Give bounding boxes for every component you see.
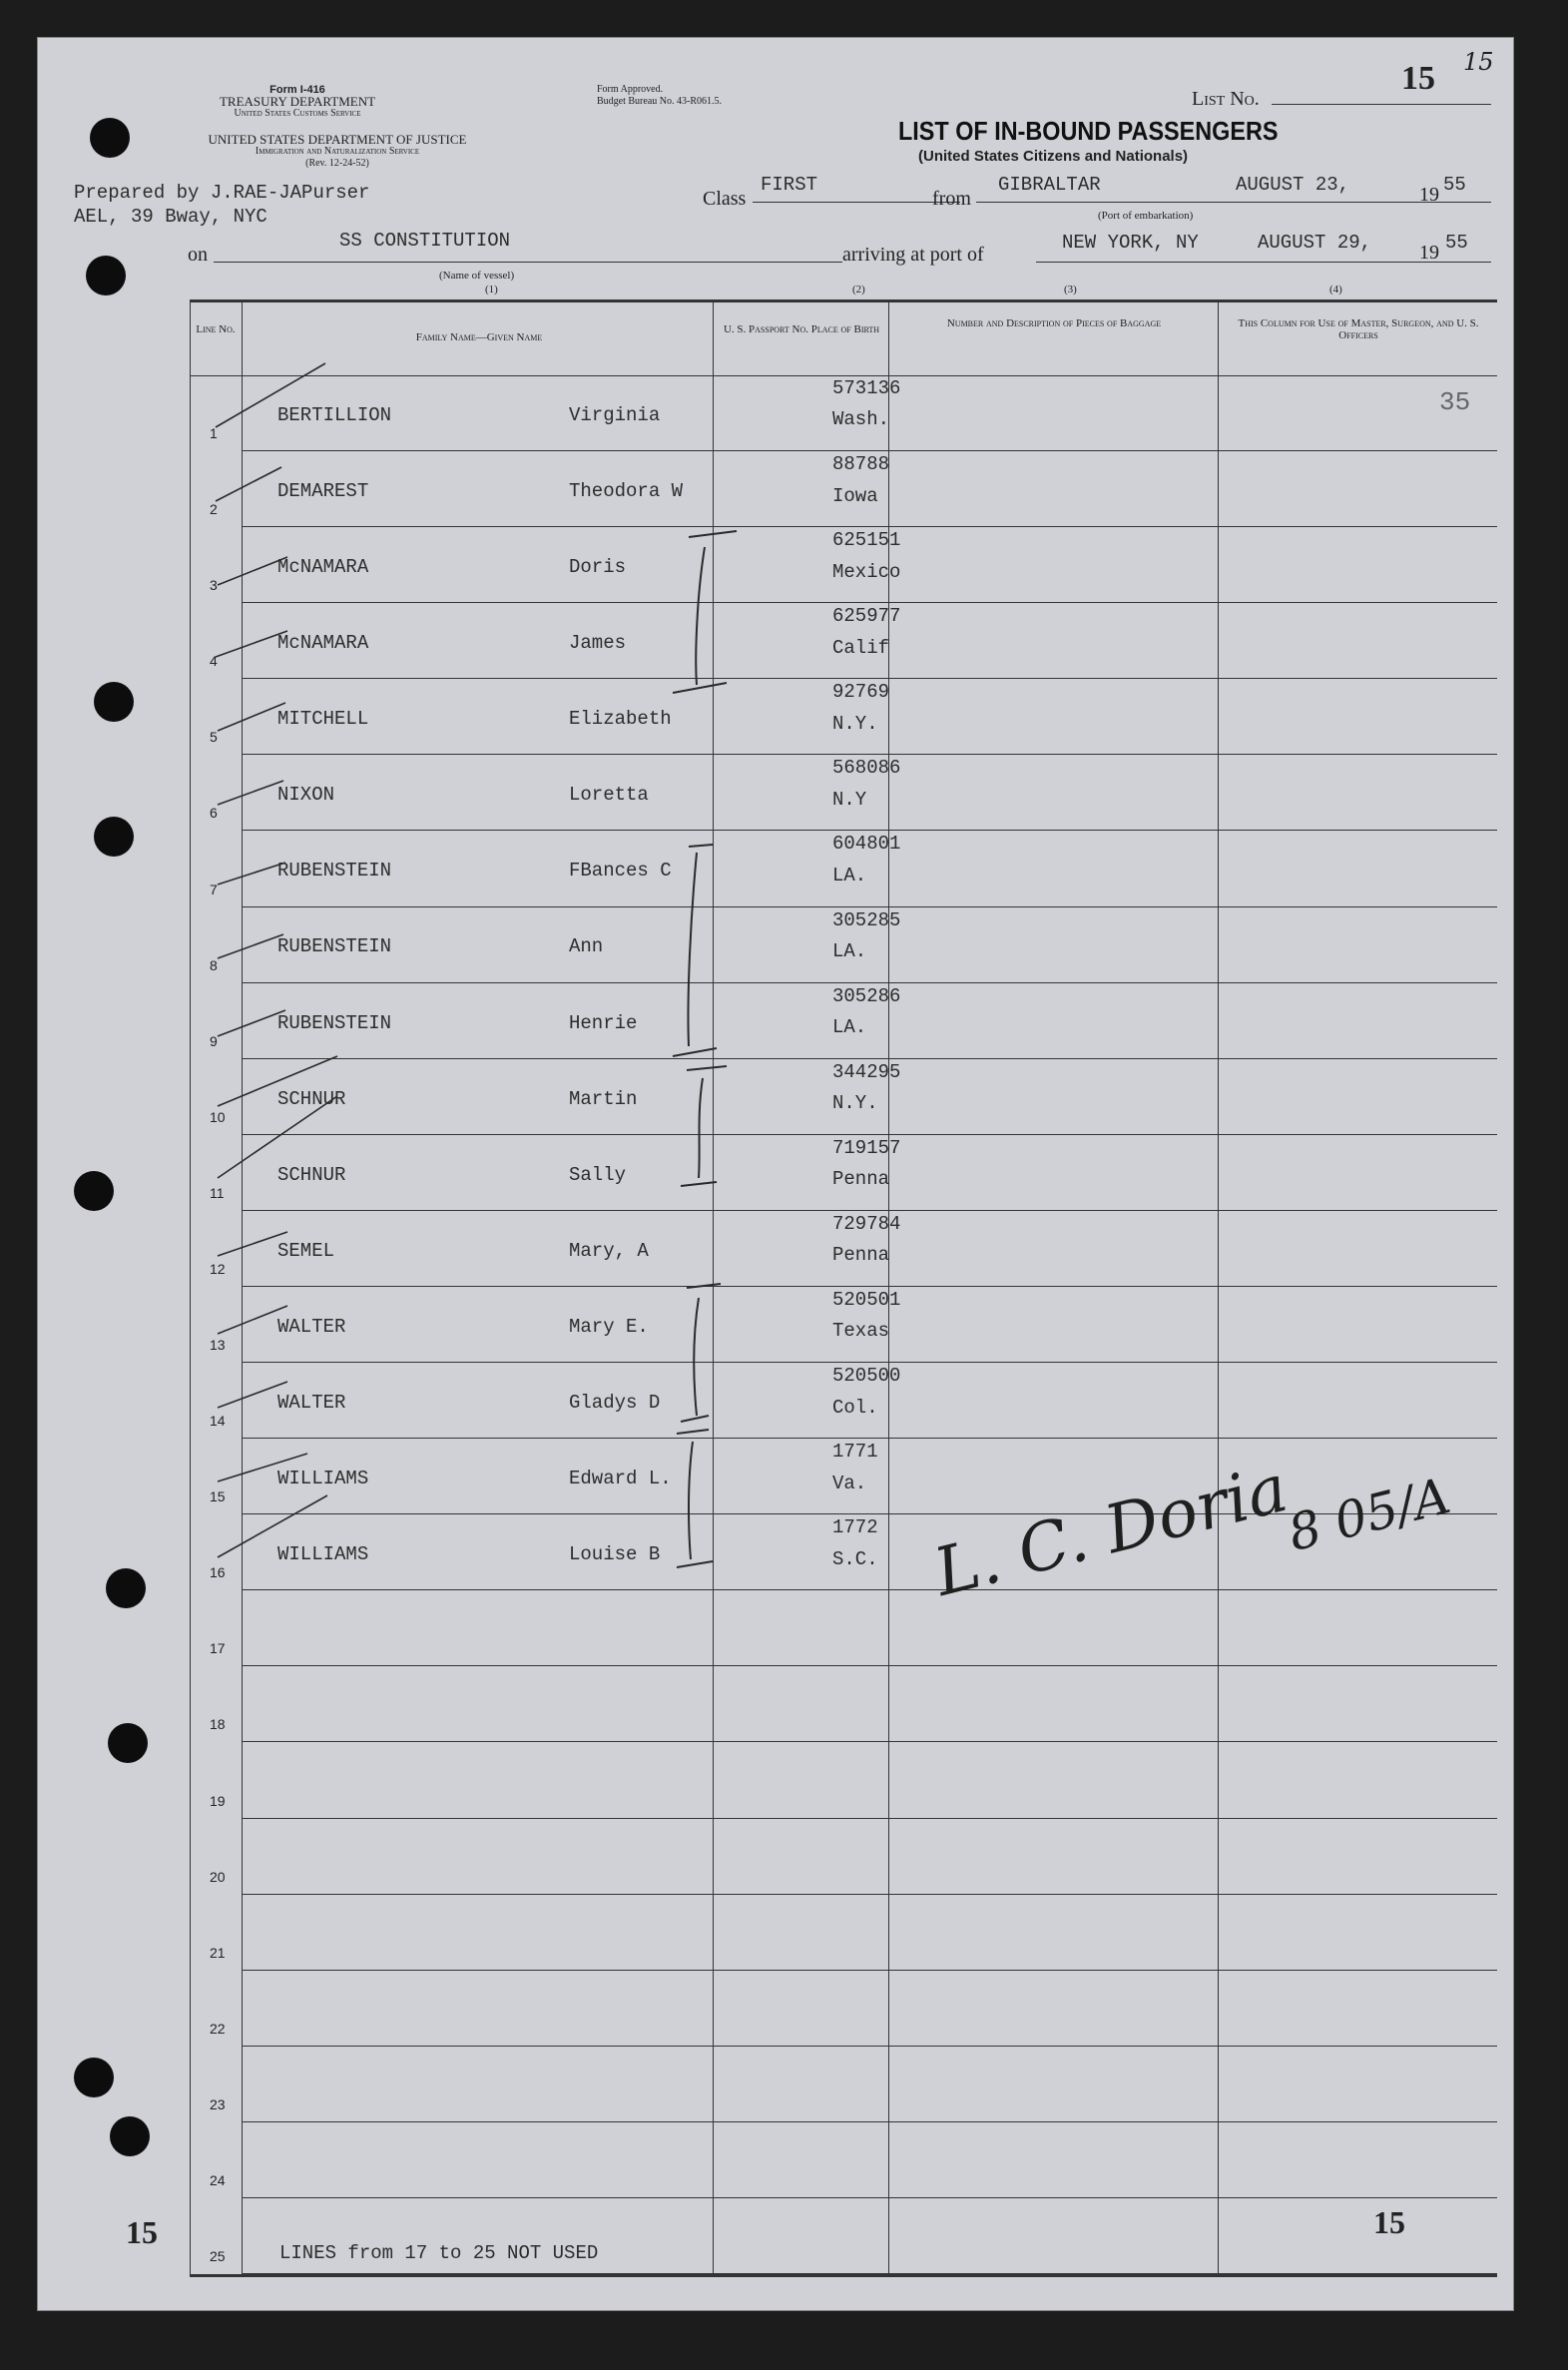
customs-service: United States Customs Service bbox=[234, 108, 361, 119]
place-of-birth: LA. bbox=[832, 864, 867, 887]
table-row bbox=[190, 1895, 1497, 1971]
passport-number: 729784 bbox=[832, 1212, 901, 1235]
year-prefix: 19 bbox=[1419, 184, 1439, 206]
given-name: Doris bbox=[569, 556, 627, 579]
column-2-marker: (2) bbox=[852, 284, 865, 296]
budget-approval bbox=[597, 84, 722, 108]
line-number: 21 bbox=[210, 1944, 226, 1961]
officer-note: 35 bbox=[1439, 387, 1471, 417]
given-name: Edward L. bbox=[569, 1468, 672, 1490]
column-1-marker: (1) bbox=[485, 284, 498, 296]
line-number: 20 bbox=[210, 1868, 226, 1885]
department-name: TREASURY DEPARTMENT bbox=[219, 94, 376, 109]
place-of-birth: N.Y. bbox=[832, 712, 878, 735]
passenger-table bbox=[190, 299, 1497, 2276]
line-number: 14 bbox=[210, 1413, 226, 1430]
form-approved: Form Approved. bbox=[597, 84, 664, 95]
prepared-address: AEL, 39 Bway, NYC bbox=[74, 206, 267, 228]
passport-number: 1771 bbox=[832, 1441, 878, 1464]
place-of-birth: S.C. bbox=[832, 1547, 878, 1570]
family-name: NIXON bbox=[277, 784, 335, 807]
family-name: SCHNUR bbox=[277, 1163, 346, 1186]
place-of-birth: Va. bbox=[832, 1472, 867, 1494]
embarkation-port: GIBRALTAR bbox=[998, 174, 1101, 196]
document-title: LIST OF IN-BOUND PASSENGERS bbox=[898, 116, 1279, 146]
arrival-date: AUGUST 29, bbox=[1258, 232, 1372, 254]
passport-number: 344295 bbox=[832, 1060, 901, 1083]
passenger-rows bbox=[190, 375, 1497, 2274]
prepared-by: Prepared by J.RAE-JAPurser bbox=[74, 182, 370, 204]
line-number: 15 bbox=[210, 1488, 226, 1505]
row-rule bbox=[242, 2273, 1497, 2274]
table-bottom-rule bbox=[190, 2274, 1497, 2277]
place-of-birth: Texas bbox=[832, 1320, 890, 1343]
family-name: RUBENSTEIN bbox=[277, 1011, 392, 1034]
justice-department: UNITED STATES DEPARTMENT OF JUSTICE bbox=[208, 132, 467, 147]
line-number: 4 bbox=[210, 653, 218, 670]
family-name: DEMAREST bbox=[277, 479, 369, 502]
class-label: Class bbox=[703, 188, 747, 210]
passport-number: 92769 bbox=[832, 681, 890, 704]
port-of-embarkation-label: (Port of embarkation) bbox=[1098, 210, 1194, 222]
family-name: WALTER bbox=[277, 1315, 346, 1338]
given-name: James bbox=[569, 632, 627, 655]
line-number: 13 bbox=[210, 1337, 226, 1354]
arriving-rule bbox=[1036, 262, 1491, 263]
place-of-birth: Iowa bbox=[832, 484, 878, 507]
justice-block bbox=[178, 134, 497, 170]
line-number: 11 bbox=[210, 1184, 225, 1201]
line-number: 9 bbox=[210, 1032, 218, 1049]
arrival-year-prefix: 19 bbox=[1419, 242, 1439, 264]
punch-hole bbox=[110, 2116, 150, 2156]
embarkation-year: 55 bbox=[1443, 174, 1466, 196]
table-row bbox=[190, 1819, 1497, 1895]
document-subtitle: (United States Citizens and Nationals) bbox=[918, 148, 1189, 165]
line-number: 6 bbox=[210, 805, 218, 822]
punch-hole bbox=[94, 817, 134, 857]
family-name: BERTILLION bbox=[277, 403, 392, 426]
page-number-right: 15 bbox=[1373, 2204, 1405, 2240]
line-number: 18 bbox=[210, 1716, 226, 1733]
embarkation-date: AUGUST 23, bbox=[1236, 174, 1350, 196]
passport-number: 305286 bbox=[832, 984, 901, 1007]
table-row bbox=[190, 1971, 1497, 2047]
vessel-name: SS CONSTITUTION bbox=[339, 230, 511, 252]
passport-number: 305285 bbox=[832, 908, 901, 931]
line-number: 2 bbox=[210, 501, 218, 518]
place-of-birth: N.Y bbox=[832, 788, 867, 811]
table-row bbox=[190, 451, 1497, 527]
passport-number: 568086 bbox=[832, 757, 901, 780]
given-name: Louise B bbox=[569, 1543, 661, 1566]
list-number-note: 15 bbox=[1463, 48, 1494, 76]
vessel-rule bbox=[214, 262, 842, 263]
header-officers: This Column for Use of Master, Surgeon, and U. S. Officers bbox=[1238, 317, 1479, 341]
place-of-birth: Col. bbox=[832, 1396, 878, 1419]
list-number-label: List No. bbox=[1192, 88, 1260, 110]
line-number: 7 bbox=[210, 881, 218, 897]
place-of-birth: Calif bbox=[832, 636, 890, 659]
inspector-signature: L. C. Doria bbox=[926, 1449, 1296, 1611]
table-row bbox=[190, 1287, 1497, 1363]
given-name: Mary, A bbox=[569, 1239, 649, 1262]
table-top-rule bbox=[190, 299, 1497, 302]
on-label: on bbox=[188, 244, 208, 266]
line-number: 22 bbox=[210, 2020, 226, 2037]
page-number-left: 15 bbox=[126, 2214, 158, 2250]
table-row bbox=[190, 1590, 1497, 1666]
passport-number: 520500 bbox=[832, 1365, 901, 1388]
punch-hole bbox=[74, 2058, 114, 2097]
family-name: McNAMARA bbox=[277, 632, 369, 655]
from-label: from bbox=[932, 188, 971, 210]
line-number: 23 bbox=[210, 2095, 226, 2112]
passport-number: 604801 bbox=[832, 833, 901, 856]
table-row bbox=[190, 983, 1497, 1059]
family-name: WALTER bbox=[277, 1391, 346, 1414]
place-of-birth: N.Y. bbox=[832, 1092, 878, 1115]
family-name: SEMEL bbox=[277, 1239, 335, 1262]
arriving-label: arriving at port of bbox=[842, 244, 984, 266]
header-passport: U. S. Passport No. Place of Birth bbox=[723, 323, 880, 335]
table-row bbox=[190, 907, 1497, 983]
given-name: Elizabeth bbox=[569, 708, 672, 731]
family-name: WILLIAMS bbox=[277, 1543, 369, 1566]
passport-number: 719157 bbox=[832, 1136, 901, 1159]
place-of-birth: Penna bbox=[832, 1244, 890, 1267]
line-number: 3 bbox=[210, 577, 218, 594]
passport-number: 88788 bbox=[832, 453, 890, 476]
list-number-value: 15 bbox=[1401, 60, 1435, 97]
class-rule bbox=[753, 202, 960, 203]
signature-time: 8 05/A bbox=[1282, 1467, 1456, 1563]
line-number: 25 bbox=[210, 2247, 226, 2264]
family-name: McNAMARA bbox=[277, 556, 369, 579]
table-row bbox=[190, 2122, 1497, 2198]
place-of-birth: Mexico bbox=[832, 560, 901, 583]
table-row bbox=[190, 1666, 1497, 1742]
from-rule bbox=[976, 202, 1491, 203]
line-number: 8 bbox=[210, 956, 218, 973]
place-of-birth: Penna bbox=[832, 1168, 890, 1191]
passport-number: 625151 bbox=[832, 529, 901, 552]
punch-hole bbox=[108, 1723, 148, 1763]
family-name: WILLIAMS bbox=[277, 1468, 369, 1490]
family-name: MITCHELL bbox=[277, 708, 369, 731]
line-number: 16 bbox=[210, 1564, 226, 1581]
table-row bbox=[190, 2047, 1497, 2122]
revision-date: (Rev. 12-24-52) bbox=[305, 158, 369, 169]
given-name: Sally bbox=[569, 1163, 627, 1186]
column-4-marker: (4) bbox=[1329, 284, 1342, 296]
passport-number: 1772 bbox=[832, 1516, 878, 1539]
punch-hole bbox=[90, 118, 130, 158]
given-name: Gladys D bbox=[569, 1391, 661, 1414]
given-name: Mary E. bbox=[569, 1315, 649, 1338]
given-name: Martin bbox=[569, 1087, 638, 1110]
place-of-birth: Wash. bbox=[832, 408, 890, 431]
family-name: SCHNUR bbox=[277, 1087, 346, 1110]
header-name: Family Name—Given Name bbox=[415, 331, 543, 343]
table-row bbox=[190, 831, 1497, 906]
punch-hole bbox=[106, 1568, 146, 1608]
line-number: 19 bbox=[210, 1792, 226, 1809]
line-number: 12 bbox=[210, 1260, 226, 1277]
passport-number: 625977 bbox=[832, 605, 901, 628]
given-name: Loretta bbox=[569, 784, 649, 807]
manifest-page bbox=[38, 38, 1513, 2310]
given-name: Ann bbox=[569, 935, 604, 958]
line-number: 1 bbox=[210, 425, 218, 442]
arrival-year: 55 bbox=[1445, 232, 1468, 254]
vessel-name-label: (Name of vessel) bbox=[439, 270, 515, 282]
table-row bbox=[190, 755, 1497, 831]
punch-hole bbox=[74, 1171, 114, 1211]
passport-number: 520501 bbox=[832, 1288, 901, 1311]
form-number: Form I-416 bbox=[269, 84, 325, 96]
unused-lines-note: LINES from 17 to 25 NOT USED bbox=[279, 2242, 599, 2264]
place-of-birth: LA. bbox=[832, 1016, 867, 1039]
table-row bbox=[190, 679, 1497, 755]
given-name: Henrie bbox=[569, 1011, 638, 1034]
given-name: Theodora W bbox=[569, 479, 684, 502]
table-row bbox=[190, 1059, 1497, 1135]
class-value: FIRST bbox=[761, 174, 818, 196]
given-name: FBances C bbox=[569, 860, 672, 883]
ins-service: Immigration and Naturalization Service bbox=[255, 146, 420, 157]
table-row bbox=[190, 603, 1497, 679]
table-row bbox=[190, 375, 1497, 451]
column-3-marker: (3) bbox=[1064, 284, 1077, 296]
place-of-birth: LA. bbox=[832, 940, 867, 963]
arrival-port: NEW YORK, NY bbox=[1062, 232, 1199, 254]
list-number-rule bbox=[1272, 104, 1491, 105]
line-number: 5 bbox=[210, 729, 218, 746]
line-number: 24 bbox=[210, 2171, 226, 2188]
header-line-no: Line No. bbox=[196, 323, 236, 335]
table-row bbox=[190, 1742, 1497, 1818]
table-row bbox=[190, 527, 1497, 603]
table-row bbox=[190, 1363, 1497, 1439]
table-row bbox=[190, 1135, 1497, 1211]
line-number: 10 bbox=[210, 1108, 226, 1125]
form-header-left bbox=[178, 84, 417, 120]
line-number: 17 bbox=[210, 1640, 226, 1657]
family-name: RUBENSTEIN bbox=[277, 860, 392, 883]
family-name: RUBENSTEIN bbox=[277, 935, 392, 958]
budget-bureau-no: Budget Bureau No. 43-R061.5. bbox=[597, 96, 722, 107]
passport-number: 573136 bbox=[832, 377, 901, 399]
given-name: Virginia bbox=[569, 403, 661, 426]
punch-hole bbox=[86, 256, 126, 296]
punch-hole bbox=[94, 682, 134, 722]
table-row bbox=[190, 1211, 1497, 1287]
header-baggage: Number and Description of Pieces of Baggage bbox=[946, 317, 1162, 329]
